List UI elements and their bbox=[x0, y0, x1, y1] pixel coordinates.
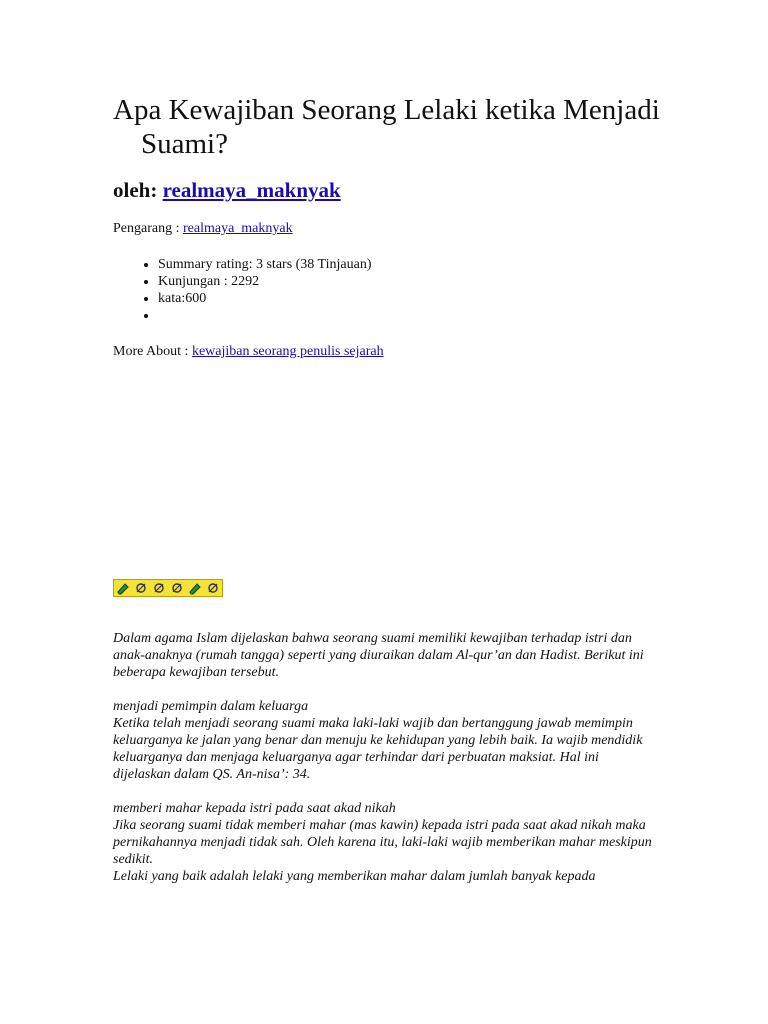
gear-icon[interactable] bbox=[151, 581, 167, 595]
more-about-link[interactable]: kewajiban seorang penulis sejarah bbox=[191, 344, 384, 359]
pencil-icon[interactable] bbox=[187, 581, 203, 595]
list-item-visits: • Kunjungan : 2292 bbox=[158, 273, 372, 290]
pencil-icon[interactable] bbox=[115, 581, 131, 595]
byline-prefix: oleh: bbox=[113, 178, 158, 202]
gear-icon[interactable] bbox=[133, 581, 149, 595]
section-heading: menjadi pemimpin dalam keluarga bbox=[113, 699, 309, 714]
section-heading: memberi mahar kepada istri pada saat akad nikah bbox=[113, 801, 396, 816]
byline-author-link[interactable]: realmaya_maknyak bbox=[162, 178, 341, 202]
article-body bbox=[113, 630, 658, 885]
gear-icon[interactable] bbox=[205, 581, 221, 595]
more-about-line bbox=[113, 344, 384, 360]
article-meta-list bbox=[113, 256, 372, 324]
article-title: Apa Kewajiban Seorang Lelaki ketika Menjadi Suami? bbox=[113, 94, 660, 160]
author-line bbox=[113, 221, 293, 237]
author-link[interactable]: realmaya_maknyak bbox=[182, 221, 293, 236]
list-item-words: • kata:600 bbox=[158, 290, 372, 307]
gear-icon[interactable] bbox=[169, 581, 185, 595]
author-label: Pengarang : bbox=[113, 221, 180, 236]
byline bbox=[113, 178, 341, 203]
more-about-label: More About : bbox=[113, 344, 189, 359]
list-item-rating: • Summary rating: 3 stars (38 Tinjauan) bbox=[158, 256, 372, 273]
body-paragraph: Dalam agama Islam dijelaskan bahwa seorang suami memiliki kewajiban terhadap istri dan anak-anaknya (rumah tangga) seperti yang diuraikan dalam Al-qur’an dan Hadist. Berikut ini beberapa kewajiban tersebut. bbox=[113, 631, 644, 680]
body-paragraph: Ketika telah menjadi seorang suami maka laki-laki wajib dan bertanggung jawab memimpin keluarganya ke jalan yang benar dan menuju ke kehidupan yang lebih baik. Ia wajib mendidik keluarganya dan menjaga keluarganya agar terhindar dari perbuatan maksiat. Hal ini dijelaskan dalam QS. An-nisa’: 34. bbox=[113, 716, 643, 782]
body-paragraph: Jika seorang suami tidak memberi mahar (mas kawin) kepada istri pada saat akad nikah maka pernikahannya menjadi tidak sah. Oleh karena itu, laki-laki wajib memberikan mahar meskipun sedikit. bbox=[113, 818, 652, 867]
rating-toolbar bbox=[113, 579, 223, 597]
list-item-empty bbox=[158, 307, 372, 324]
body-paragraph: Lelaki yang baik adalah lelaki yang memberikan mahar dalam jumlah banyak kepada bbox=[113, 869, 596, 884]
